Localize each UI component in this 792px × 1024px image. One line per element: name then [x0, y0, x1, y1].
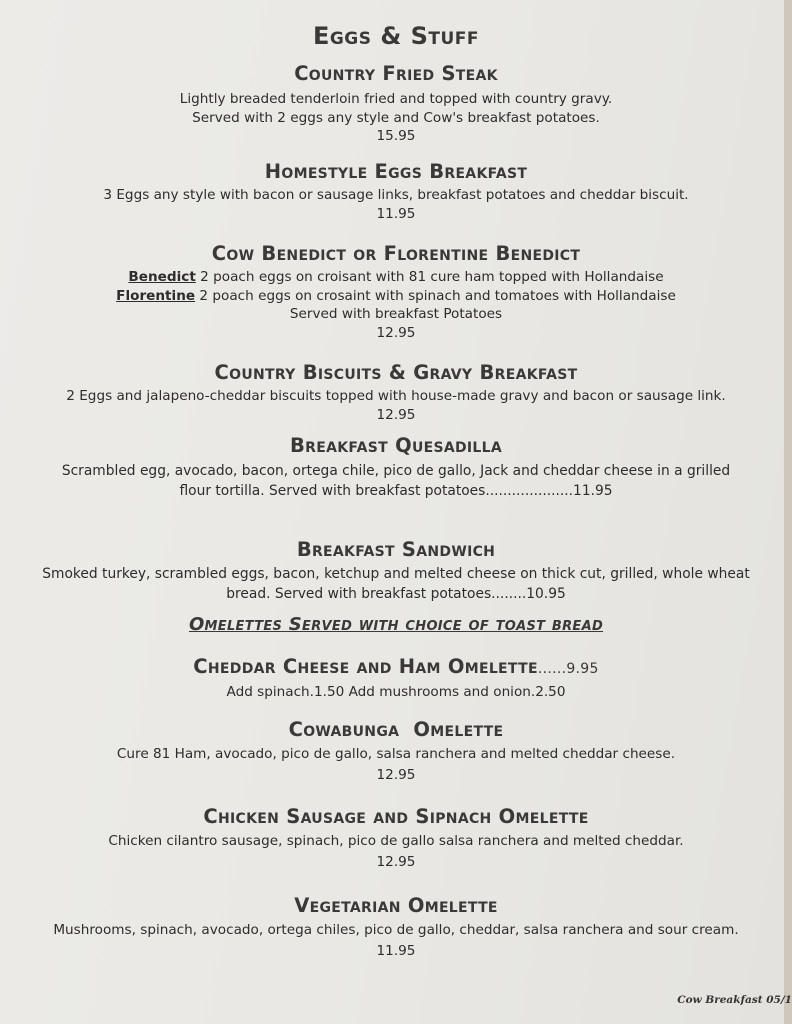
item-price: 12.95 [376, 406, 416, 423]
item-description: 2 Eggs and jalapeno-cheddar biscuits topped with house-made gravy and bacon or sausage link. [66, 388, 726, 404]
footer-label: Cow Breakfast 05/1 [677, 994, 792, 1006]
item-name: Breakfast Quesadilla [289, 434, 503, 457]
florentine-label: Florentine [116, 287, 196, 304]
menu-item-breakfast-sandwich [0, 537, 792, 604]
item-name: Breakfast Sandwich [296, 538, 496, 561]
omelettes-section-heading: Omelettes Served with choice of toast bread [188, 614, 604, 635]
item-price: ......9.95 [537, 661, 599, 677]
item-description: Mushrooms, spinach, avocado, ortega chiles, pico de gallo, cheddar, salsa ranchera and sour cream. [53, 922, 739, 938]
item-price: 12.95 [376, 766, 416, 783]
menu-item-breakfast-quesadilla [0, 433, 792, 501]
item-name: Cheddar Cheese and Ham Omelette......9.95 [193, 655, 599, 678]
menu-item-vegetarian-omelette [0, 893, 792, 960]
item-description: Benedict 2 poach eggs on croisant with 81 cure ham topped with Hollandaise [128, 269, 664, 285]
item-price: 11.95 [376, 942, 416, 959]
item-description: flour tortilla. Served with breakfast potatoes....................11.95 [179, 483, 613, 499]
item-name: Cow Benedict or Florentine Benedict [211, 242, 581, 265]
item-name: Country Biscuits & Gravy Breakfast [214, 361, 578, 384]
menu-item-cowabunga-omelette [0, 717, 792, 784]
item-description: Served with 2 eggs any style and Cow's breakfast potatoes. [192, 109, 600, 126]
menu-item-biscuits-gravy [0, 360, 792, 424]
item-description: Smoked turkey, scrambled eggs, bacon, ketchup and melted cheese on thick cut, grilled, whole wheat [42, 566, 750, 582]
item-name: Chicken Sausage and Sipnach Omelette [203, 805, 589, 828]
item-description: Lightly breaded tenderloin fried and topped with country gravy. [179, 91, 613, 107]
menu-item-cow-benedict [0, 241, 792, 342]
item-description: Cure 81 Ham, avocado, pico de gallo, salsa ranchera and melted cheddar cheese. [116, 746, 676, 762]
item-name: Vegetarian Omelette [294, 894, 498, 917]
item-description: Scrambled egg, avocado, bacon, ortega chile, pico de gallo, Jack and cheddar cheese in a grilled [61, 463, 731, 479]
item-description: Chicken cilantro sausage, spinach, pico de gallo salsa ranchera and melted cheddar. [108, 833, 684, 849]
item-price: 12.95 [376, 324, 416, 341]
item-price: 15.95 [376, 128, 416, 144]
item-description: Served with breakfast Potatoes [289, 306, 503, 322]
item-price: 12.95 [376, 853, 416, 870]
item-description: 3 Eggs any style with bacon or sausage links, breakfast potatoes and cheddar biscuit. [103, 187, 689, 203]
menu-item-cheddar-ham-omelette [0, 654, 792, 702]
item-price: 11.95 [376, 205, 416, 222]
menu-item-chicken-sausage-omelette [0, 804, 792, 871]
item-description: Florentine 2 poach eggs on crosaint with spinach and tomatoes with Hollandaise [116, 287, 676, 304]
item-description: bread. Served with breakfast potatoes........10.95 [226, 586, 566, 602]
item-description: Add spinach.1.50 Add mushrooms and onion.2.50 [226, 684, 566, 700]
item-name: Homestyle Eggs Breakfast [264, 160, 528, 183]
page-title: Eggs & Stuff [312, 22, 480, 50]
item-name: Cowabunga Omelette [288, 718, 504, 741]
item-name: Country Fried Steak [294, 62, 498, 85]
menu-item-country-fried-steak [0, 61, 792, 146]
benedict-label: Benedict [128, 269, 196, 285]
menu-item-homestyle-eggs [0, 159, 792, 223]
